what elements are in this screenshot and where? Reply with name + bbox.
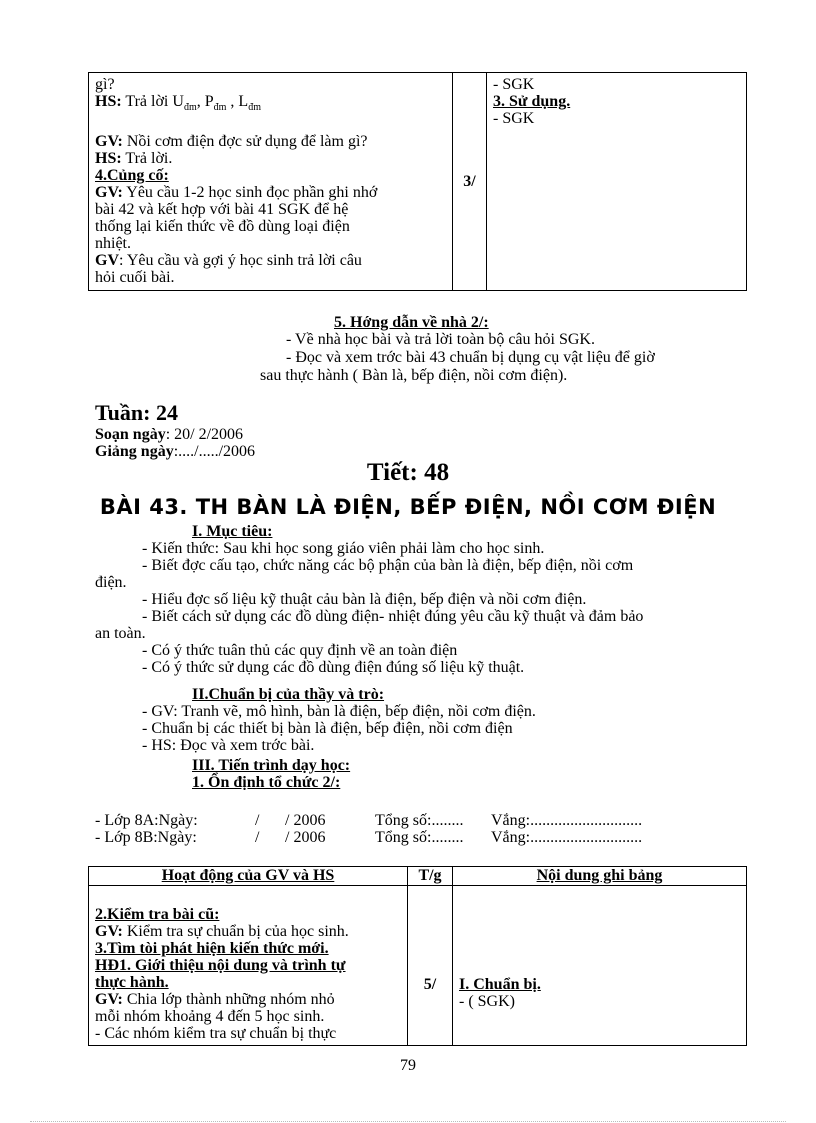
header-activity: Hoạt động của GV và HS (89, 867, 408, 886)
taught-value: :..../...../2006 (173, 443, 256, 460)
line-heading: 4.Củng cố: (95, 167, 169, 185)
speaker-label: GV: (95, 991, 123, 1008)
objective-item: - Kiến thức: Sau khi học song giáo viên phải làm cho học sinh. (142, 540, 545, 557)
text-line (95, 957, 402, 974)
attendance-row (95, 829, 695, 846)
speaker-label: HS: (95, 150, 122, 168)
preparation-heading: II.Chuẩn bị của thầy và trò: (192, 686, 385, 703)
text-line (95, 1025, 402, 1042)
attendance-absent: Vắng:............................ (491, 812, 643, 829)
attendance-year: / 2006 (285, 829, 326, 846)
line-heading: HĐ1. Giới thiệu nội dung và trình tự (95, 957, 346, 974)
top-time-cell (453, 73, 487, 291)
text-line (95, 218, 447, 235)
subscript: đm (213, 102, 227, 114)
bottom-lesson-table (88, 866, 747, 1046)
attendance-cls: - Lớp 8A:Ngày: (95, 812, 198, 829)
period-title: Tiết: 48 (366, 459, 450, 486)
prepared-date (95, 426, 243, 443)
preparation-list (142, 703, 536, 754)
text-line (95, 116, 447, 133)
objective-item: - Có ý thức tuân thủ các quy định về an toàn điện (142, 642, 458, 659)
top-content-cell (487, 73, 747, 291)
text-line (95, 269, 447, 286)
line-text: mỗi nhóm khoảng 4 đến 5 học sinh. (95, 1008, 325, 1025)
subscript: đm (183, 102, 197, 114)
line-text: thống lại kiến thức về đồ dùng loại điện (95, 218, 350, 236)
bottom-activity-cell (89, 886, 408, 1046)
header-content: Nội dung ghi bảng (453, 867, 747, 886)
text-line (95, 991, 402, 1008)
objective-item: điện. (95, 574, 127, 591)
bottom-time-cell (408, 886, 453, 1046)
process-heading: III. Tiến trình dạy học: (192, 757, 351, 774)
line-text: : Yêu cầu và gợi ý học sinh trả lời câu (119, 252, 362, 270)
top-activity-cell (89, 73, 453, 291)
top-lesson-table (88, 72, 747, 291)
text-line (95, 150, 447, 167)
prepared-value: : 20/ 2/2006 (165, 426, 244, 443)
homework-line-3: sau thực hành ( Bàn là, bếp điện, nồi cơm điện). (260, 367, 568, 384)
attendance-block (95, 812, 695, 846)
homework-line-2: - Đọc và xem trớc bài 43 chuẩn bị dụng cụ vật liệu để giờ (286, 349, 655, 366)
text-line (95, 923, 402, 940)
text-line (95, 133, 447, 150)
line-text: Trả lời. (121, 150, 173, 168)
content-heading: 3. Sử dụng. (493, 93, 571, 110)
text-line (95, 93, 447, 116)
bottom-content-text: - ( SGK) (459, 993, 515, 1010)
lesson-title: BÀI 43. TH BÀN LÀ ĐIỆN, BẾP ĐIỆN, NỒI CƠM ĐIỆN (99, 495, 717, 519)
objective-item: an toàn. (95, 625, 146, 642)
speaker-label: GV: (95, 184, 123, 202)
attendance-row (95, 812, 695, 829)
attendance-slash: / (255, 829, 260, 846)
objective-item: - Biết đợc cấu tạo, chức năng các bộ phận của bàn là điện, bếp điện, nồi cơm (142, 557, 634, 574)
objectives-heading: I. Mục tiêu: (192, 523, 273, 540)
objective-item: - Hiểu đợc số liệu kỹ thuật cảu bàn là điện, bếp điện và nồi cơm điện. (142, 591, 587, 608)
text-line (95, 906, 402, 923)
text-line (95, 974, 402, 991)
bottom-time: 5/ (423, 976, 437, 993)
prepared-label: Soạn ngày (95, 426, 166, 443)
line-heading: 2.Kiểm tra bài cũ: (95, 906, 220, 923)
attendance-slash: / (255, 812, 260, 829)
text-line (95, 201, 447, 218)
objectives-list (95, 540, 643, 676)
top-time: 3/ (463, 172, 476, 190)
week-label: Tuần: 24 (95, 400, 178, 425)
line-text: gì? (95, 76, 115, 93)
speaker-label: GV: (95, 133, 123, 151)
homework-line-1: - Về nhà học bài và trả lời toàn bộ câu hỏi SGK. (286, 331, 595, 348)
text-line (95, 76, 447, 93)
attendance-absent: Vắng:............................ (491, 829, 643, 846)
attendance-total: Tổng số:........ (375, 812, 464, 829)
content-text: - SGK (493, 76, 535, 93)
text-line (95, 940, 402, 957)
text-line (95, 184, 447, 201)
line-text: , L (226, 93, 249, 110)
objective-item: - Biết cách sử dụng các đồ dùng điện- nhiệt đúng yêu cầu kỹ thuật và đảm bảo (142, 608, 644, 625)
footer-dotted-rule (30, 1121, 786, 1122)
page-number: 79 (400, 1057, 416, 1074)
attendance-cls: - Lớp 8B:Ngày: (95, 829, 197, 846)
attendance-year: / 2006 (285, 812, 326, 829)
line-heading: thực hành. (95, 974, 169, 991)
text-line (95, 235, 447, 252)
line-text: Kiểm tra sự chuẩn bị của học sinh. (122, 923, 349, 940)
preparation-item: - Chuẩn bị các thiết bị bàn là điện, bếp điện, nồi cơm điện (142, 720, 513, 737)
line-text: Trả lời U (121, 93, 184, 110)
line-heading: 3.Tìm tòi phát hiện kiến thức mới. (95, 940, 329, 957)
line-text: bài 42 và kết hợp với bài 41 SGK để hệ (95, 201, 349, 219)
speaker-label: GV (95, 252, 119, 270)
content-text: - SGK (493, 110, 535, 127)
attendance-total: Tổng số:........ (375, 829, 464, 846)
objective-item: - Có ý thức sử dụng các đồ dùng điện đúng số liệu kỹ thuật. (142, 659, 525, 676)
line-text: , P (196, 93, 214, 110)
preparation-item: - HS: Đọc và xem trớc bài. (142, 737, 315, 754)
line-text: hỏi cuối bài. (95, 269, 175, 287)
taught-label: Giảng ngày (95, 443, 174, 460)
speaker-label: GV: (95, 923, 123, 940)
speaker-label: HS: (95, 93, 122, 110)
subscript: đm (248, 102, 261, 114)
text-line (95, 252, 447, 269)
bottom-content-heading: I. Chuẩn bị. (459, 976, 541, 993)
line-text: Nồi cơm điện đợc sử dụng để làm gì? (122, 133, 368, 151)
preparation-item: - GV: Tranh vẽ, mô hình, bàn là điện, bếp điện, nồi cơm điện. (142, 703, 536, 720)
text-line (95, 167, 447, 184)
homework-heading: 5. Hớng dẫn về nhà 2/: (334, 314, 489, 331)
process-subheading: 1. Ổn định tổ chức 2/: (192, 774, 341, 791)
header-time: T/g (408, 867, 453, 886)
text-line (95, 1008, 402, 1025)
taught-date (95, 443, 255, 460)
line-text: Yêu cầu 1-2 học sinh đọc phần ghi nhớ (122, 184, 378, 202)
line-text: - Các nhóm kiểm tra sự chuẩn bị thực (95, 1025, 337, 1042)
line-text: nhiệt. (95, 235, 131, 253)
line-text: Chia lớp thành những nhóm nhỏ (122, 991, 335, 1008)
bottom-content-cell (453, 886, 747, 1046)
